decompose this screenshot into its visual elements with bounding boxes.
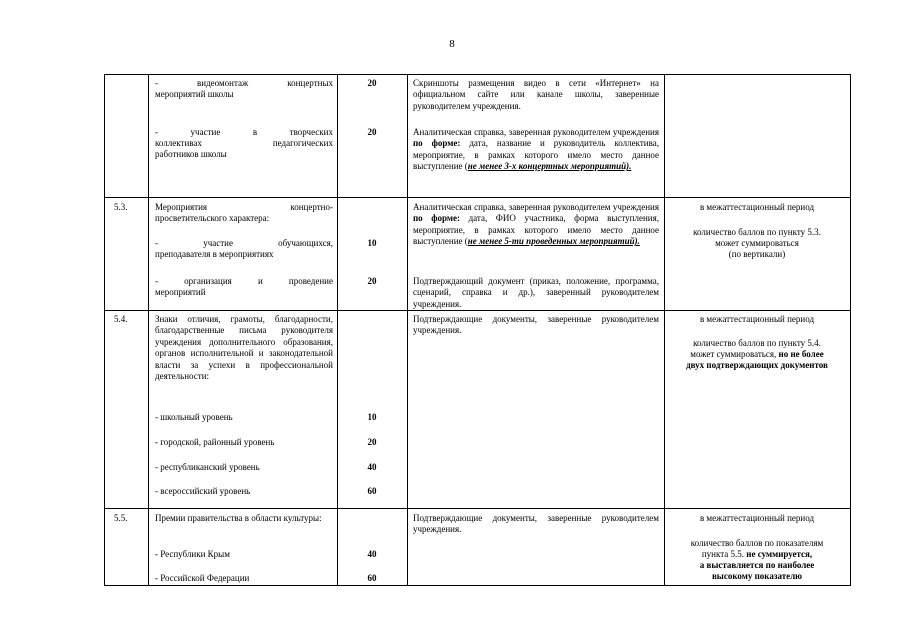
criterion-item: работников школы bbox=[155, 149, 227, 159]
note: в межаттестационный период bbox=[699, 314, 815, 324]
note: в межаттестационный период bbox=[699, 202, 815, 212]
criterion-item: коллективах педагогических bbox=[155, 138, 333, 148]
col-divider bbox=[148, 74, 149, 586]
doc-requirement: не менее 3-х концертных мероприятий). bbox=[467, 161, 632, 172]
note: может суммироваться bbox=[715, 238, 799, 248]
row-divider bbox=[104, 508, 851, 509]
note bbox=[667, 349, 847, 360]
section-number: 5.5. bbox=[114, 513, 128, 523]
criterion-title: просветительского характера: bbox=[155, 213, 270, 223]
criterion-item: - городской, районный уровень bbox=[155, 437, 275, 447]
points-value: 40 bbox=[367, 462, 377, 472]
criterion-item: - участие обучающихся, bbox=[155, 238, 333, 248]
criterion-item: - республиканский уровень bbox=[155, 462, 260, 472]
confirming-document: Подтверждающие документы, заверенные руководителем учреждения. bbox=[413, 513, 659, 535]
col-divider bbox=[337, 74, 338, 586]
criterion-title: Премии правительства в области культуры: bbox=[155, 513, 322, 523]
points-value: 60 bbox=[367, 573, 377, 583]
criterion-item: - всероссийский уровень bbox=[155, 486, 251, 496]
criteria-table bbox=[104, 74, 851, 586]
criterion-title: Знаки отличия, грамоты, благодарности, благодарственные письма руководителя учреждения дополнительного образования, органов исполнительной и законодательной власти за успехи в профессиональной деятельности: bbox=[155, 314, 333, 382]
col-divider bbox=[104, 74, 105, 586]
note: двух подтверждающих документов bbox=[686, 360, 828, 370]
criterion-item: - школьный уровень bbox=[155, 412, 233, 422]
note-text-bold: но не более bbox=[778, 349, 824, 359]
doc-text: дата, ФИО участника, форма выступления, мероприятие, в рамках которого имело место данное выступление ( bbox=[413, 213, 660, 247]
note: а выставляется по наиболее bbox=[699, 560, 815, 570]
criterion-item: мероприятий школы bbox=[155, 89, 234, 99]
doc-text-bold: по форме: bbox=[413, 138, 461, 149]
note: в межаттестационный период bbox=[699, 513, 815, 523]
doc-text-bold: по форме: bbox=[413, 213, 460, 224]
col-divider bbox=[407, 74, 408, 586]
confirming-document: Подтверждающий документ (приказ, положение, программа, сценарий, справка и др.), заверенный руководителем учреждения. bbox=[413, 276, 659, 309]
points-value: 20 bbox=[367, 78, 377, 88]
page-number: 8 bbox=[449, 38, 455, 50]
note: (по вертикали) bbox=[728, 249, 786, 259]
note bbox=[667, 549, 847, 560]
row-divider bbox=[104, 197, 851, 198]
note: количество баллов по пункту 5.3. bbox=[693, 227, 821, 237]
criterion-item: - Российской Федерации bbox=[155, 573, 250, 583]
col-divider bbox=[664, 74, 665, 586]
confirming-document: Скриншоты размещения видео в сети «Интернет» на официальном сайте или канале школы, заверенные руководителем учреждения. bbox=[413, 78, 659, 111]
doc-text: Аналитическая справка, заверенная руководителем учреждения bbox=[413, 127, 659, 137]
doc-text: дата, название и руководитель коллектива, мероприятие, в рамках которого имело место данное выступление ( bbox=[413, 138, 659, 172]
table-border-bottom bbox=[104, 585, 851, 586]
note: количество баллов по пункту 5.4. bbox=[693, 338, 821, 348]
confirming-document bbox=[413, 202, 659, 248]
note-text: пункта 5.5. bbox=[701, 549, 745, 559]
points-value: 20 bbox=[367, 276, 377, 286]
table-border-top bbox=[104, 74, 851, 75]
note: количество баллов по показателям bbox=[690, 538, 824, 548]
section-number: 5.4. bbox=[114, 314, 128, 324]
points-value: 20 bbox=[367, 437, 377, 447]
points-value: 10 bbox=[367, 412, 377, 422]
criterion-item: преподавателя в мероприятиях bbox=[155, 249, 274, 259]
criterion-item: мероприятий bbox=[155, 287, 206, 297]
criterion-item: - организация и проведение bbox=[155, 276, 333, 286]
note-text-bold: не суммируется, bbox=[746, 549, 813, 559]
note: высокому показателю bbox=[711, 571, 803, 581]
confirming-document bbox=[413, 127, 659, 173]
points-value: 10 bbox=[367, 238, 377, 248]
criterion-item: - Республики Крым bbox=[155, 549, 230, 559]
criterion-title: Мероприятия концертно- bbox=[155, 202, 333, 212]
criterion-item: - видеомонтаж концертных bbox=[155, 78, 333, 88]
points-value: 60 bbox=[367, 486, 377, 496]
points-value: 20 bbox=[367, 127, 377, 137]
col-divider bbox=[850, 74, 851, 586]
section-number: 5.3. bbox=[114, 202, 128, 212]
criterion-item: - участие в творческих bbox=[155, 127, 333, 137]
confirming-document: Подтверждающие документы, заверенные руководителем учреждения. bbox=[413, 314, 659, 336]
note-text: может суммироваться, bbox=[690, 349, 777, 359]
doc-text: Аналитическая справка, заверенная руководителем учреждения bbox=[413, 202, 659, 212]
doc-requirement: не менее 5-ти проведенных мероприятий). bbox=[467, 236, 640, 247]
points-value: 40 bbox=[367, 549, 377, 559]
